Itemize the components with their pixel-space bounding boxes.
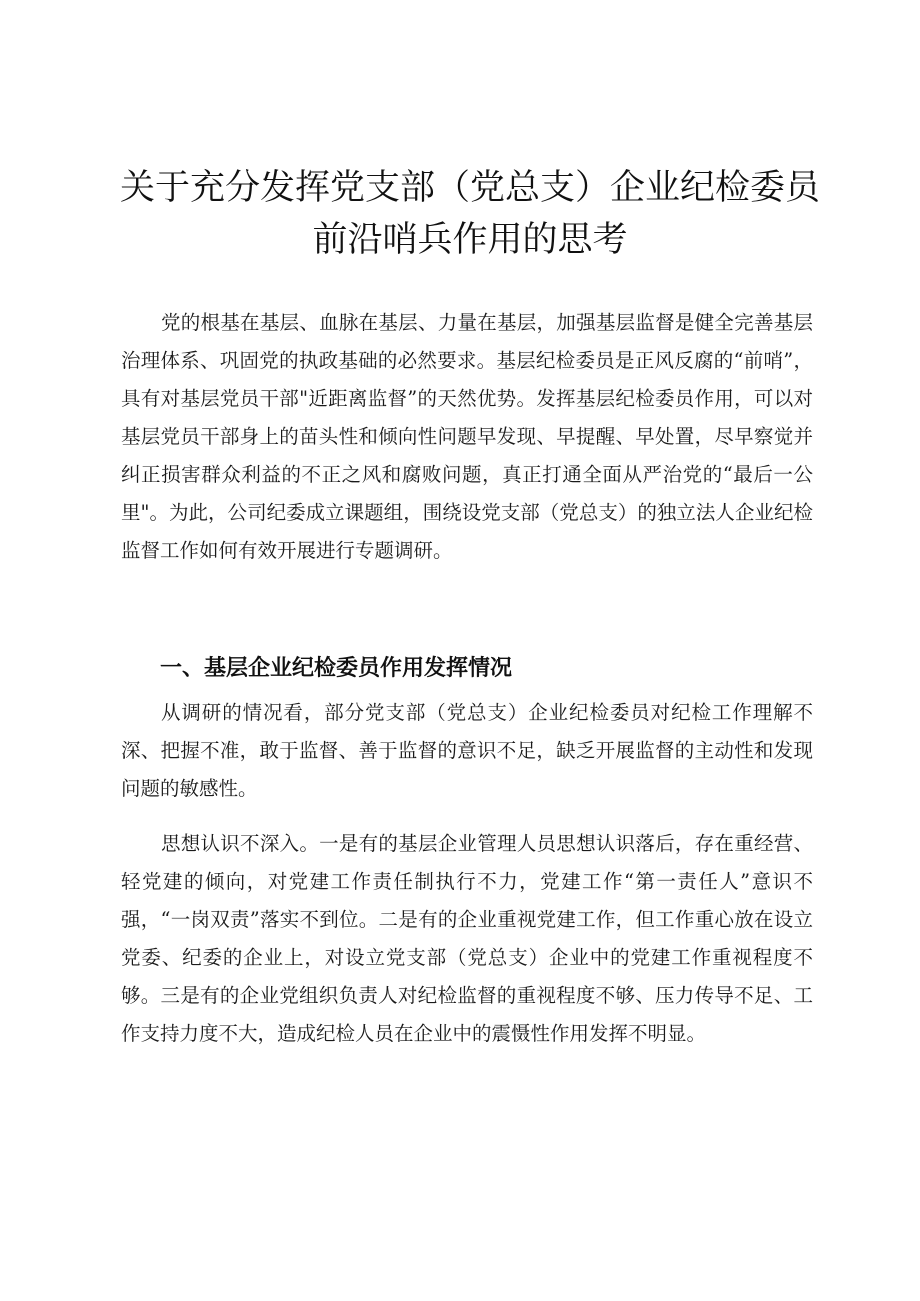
document-title-line-1: 关于充分发挥党支部（党总支）企业纪检委员 — [119, 168, 820, 208]
section-heading: 一、基层企业纪检委员作用发挥情况 — [160, 656, 513, 681]
body-paragraph: 思想认识不深入。一是有的基层企业管理人员思想认识落后，存在重经营、轻党建的倾向，对党建工作责任制执行不力，党建工作“第一责任人”意识不强，“一岗双责”落实不到位。二是有的企业重视党建工作，但工作重心放在设立党委、纪委的企业上，对设立党支部（党总支）企业中的党建工作重视程度不够。三是有的企业党组织负责人对纪检监督的重视程度不够、压力传导不足、工作支持力度不大，造成纪检人员在企业中的震慑性作用发挥不明显。 — [121, 832, 813, 1045]
intro-paragraph: 党的根基在基层、血脉在基层、力量在基层，加强基层监督是健全完善基层治理体系、巩固党的执政基础的必然要求。基层纪检委员是正风反腐的“前哨”，具有对基层党员干部"近距离监督”的天然优势。发挥基层纪检委员作用，可以对基层党员干部身上的苗头性和倾向性问题早发现、早提醒、早处置，尽早察觉并纠正损害群众利益的不正之风和腐败问题，真正打通全面从严治党的“最后一公里"。为此，公司纪委成立课题组，围绕设党支部（党总支）的独立法人企业纪检监督工作如何有效开展进行专题调研。 — [121, 311, 813, 562]
body-paragraph: 从调研的情况看，部分党支部（党总支）企业纪检委员对纪检工作理解不深、把握不准，敢于监督、善于监督的意识不足，缺乏开展监督的主动性和发现问题的敏感性。 — [121, 701, 813, 800]
document-title-line-2: 前沿哨兵作用的思考 — [312, 220, 628, 260]
